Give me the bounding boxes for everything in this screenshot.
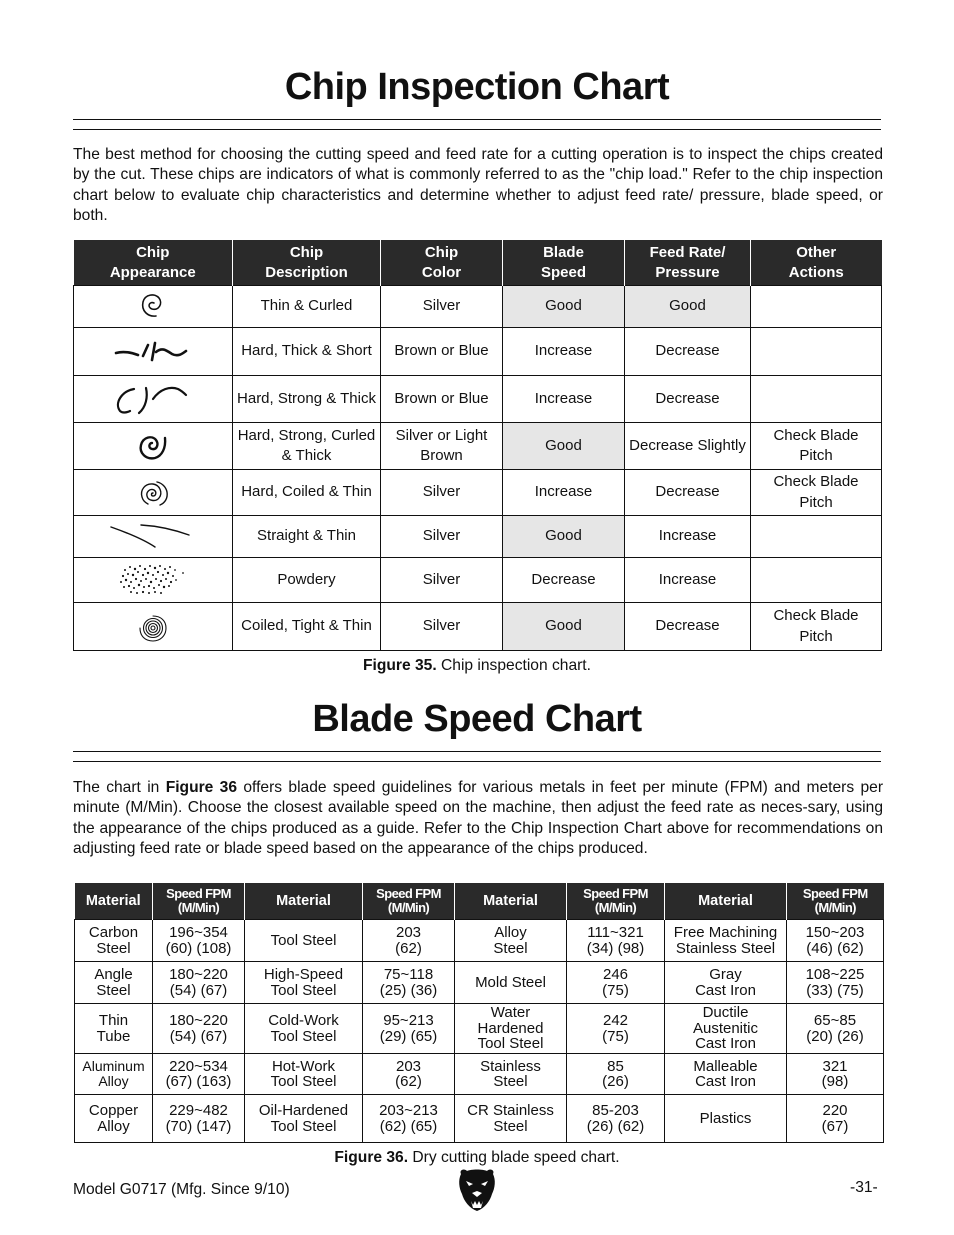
figure-36-text: Dry cutting blade speed chart. — [408, 1149, 620, 1166]
title-rule-top — [73, 119, 881, 120]
feed-rate-cell: Decrease — [625, 470, 751, 516]
material-cell: Aluminum Alloy — [75, 1054, 153, 1095]
material-cell: Carbon Steel — [75, 920, 153, 962]
other-actions-cell — [751, 328, 882, 376]
chip-color-cell: Brown or Blue — [381, 376, 503, 423]
col-header-description: Chip Description — [233, 240, 381, 286]
thin-curled-chip-icon — [128, 289, 178, 325]
feed-rate-cell: Decrease — [625, 603, 751, 651]
chip-appearance-cell — [74, 423, 233, 470]
chip-color-cell: Silver — [381, 516, 503, 558]
other-actions-cell — [751, 286, 882, 328]
material-cell: Oil-Hardened Tool Steel — [245, 1095, 363, 1143]
material-cell: Free Machining Stainless Steel — [665, 920, 787, 962]
table-row — [75, 962, 884, 1004]
col-header-color: Chip Color — [381, 240, 503, 286]
material-cell: Malleable Cast Iron — [665, 1054, 787, 1095]
table-row — [74, 470, 882, 516]
feed-rate-cell: Decrease Slightly — [625, 423, 751, 470]
other-actions-cell — [751, 376, 882, 423]
hard-thick-short-chip-icon — [108, 334, 198, 370]
col-header-feed-rate: Feed Rate/ Pressure — [625, 240, 751, 286]
chip-appearance-cell — [74, 286, 233, 328]
table-row — [74, 516, 882, 558]
chip-appearance-cell — [74, 470, 233, 516]
speed-cell: 196~354 (60) (108) — [153, 920, 245, 962]
speed-cell: 85 (26) — [567, 1054, 665, 1095]
table-row — [75, 1095, 884, 1143]
col-header-material: Material — [455, 883, 567, 920]
col-header-material: Material — [75, 883, 153, 920]
blade-speed-cell: Good — [503, 516, 625, 558]
chip-appearance-cell — [74, 603, 233, 651]
chip-appearance-cell — [74, 558, 233, 603]
chip-color-cell: Silver — [381, 558, 503, 603]
blade-speed-cell: Increase — [503, 376, 625, 423]
straight-thin-chip-icon — [103, 517, 203, 557]
hard-strong-thick-chip-icon — [108, 379, 198, 419]
feed-rate-cell: Good — [625, 286, 751, 328]
model-footer: Model G0717 (Mfg. Since 9/10) — [73, 1181, 290, 1198]
col-header-speed: Speed FPM (M/Min) — [363, 883, 455, 920]
figure-35-label: Figure 35. — [363, 657, 437, 674]
chip-color-cell: Brown or Blue — [381, 328, 503, 376]
speed-cell: 180~220 (54) (67) — [153, 962, 245, 1004]
table-row — [75, 1004, 884, 1054]
chip-description-cell: Thin & Curled — [233, 286, 381, 328]
speed-cell: 75~118 (25) (36) — [363, 962, 455, 1004]
feed-rate-cell: Increase — [625, 516, 751, 558]
speed-cell: 242 (75) — [567, 1004, 665, 1054]
material-cell: Water Hardened Tool Steel — [455, 1004, 567, 1054]
powdery-chip-icon — [113, 560, 193, 600]
col-header-speed: Speed FPM (M/Min) — [787, 883, 884, 920]
speed-cell: 65~85 (20) (26) — [787, 1004, 884, 1054]
table-row — [74, 423, 882, 470]
chip-chart-title: Chip Inspection Chart — [284, 66, 670, 108]
col-header-other-actions: Other Actions — [751, 240, 882, 286]
blade-speed-cell: Increase — [503, 470, 625, 516]
chip-description-cell: Hard, Thick & Short — [233, 328, 381, 376]
chip-table-header-row — [74, 240, 882, 286]
speed-cell: 203 (62) — [363, 1054, 455, 1095]
chip-intro-paragraph: The best method for choosing the cutting speed and feed rate for a cutting operation is to inspect the chips created by the cut. These chips are indicators of what is commonly referred to as the "chip load." Refer to the chip inspection chart below to evaluate chip characteristics and determine whether to adjust feed rate/ pressure, blade speed, or both. — [73, 146, 883, 225]
col-header-material: Material — [245, 883, 363, 920]
figure-35-caption — [0, 657, 954, 675]
chip-color-cell: Silver — [381, 603, 503, 651]
chip-description-cell: Straight & Thin — [233, 516, 381, 558]
speed-rule-top — [73, 751, 881, 752]
table-row — [74, 558, 882, 603]
chip-appearance-cell — [74, 376, 233, 423]
col-header-speed: Speed FPM (M/Min) — [153, 883, 245, 920]
speed-rule-bottom — [73, 761, 881, 762]
chip-description-cell: Powdery — [233, 558, 381, 603]
speed-cell: 220~534 (67) (163) — [153, 1054, 245, 1095]
table-row — [75, 1054, 884, 1095]
material-cell: Thin Tube — [75, 1004, 153, 1054]
speed-cell: 220 (67) — [787, 1095, 884, 1143]
material-cell: CR Stainless Steel — [455, 1095, 567, 1143]
chip-description-cell: Coiled, Tight & Thin — [233, 603, 381, 651]
other-actions-cell — [751, 558, 882, 603]
table-row — [74, 376, 882, 423]
blade-speed-cell: Good — [503, 423, 625, 470]
speed-cell: 229~482 (70) (147) — [153, 1095, 245, 1143]
grizzly-bear-logo-icon — [457, 1168, 497, 1212]
coiled-tight-chip-icon — [128, 607, 178, 647]
speed-cell: 321 (98) — [787, 1054, 884, 1095]
curled-thick-chip-icon — [128, 426, 178, 466]
material-cell: Cold-Work Tool Steel — [245, 1004, 363, 1054]
speed-cell: 203 (62) — [363, 920, 455, 962]
blade-speed-cell: Increase — [503, 328, 625, 376]
chip-appearance-cell — [74, 516, 233, 558]
material-cell: Angle Steel — [75, 962, 153, 1004]
chip-inspection-table — [73, 240, 882, 651]
other-actions-cell: Check Blade Pitch — [751, 423, 882, 470]
other-actions-cell: Check Blade Pitch — [751, 603, 882, 651]
material-cell: Ductile Austenitic Cast Iron — [665, 1004, 787, 1054]
col-header-material: Material — [665, 883, 787, 920]
material-cell: Alloy Steel — [455, 920, 567, 962]
material-cell: Stainless Steel — [455, 1054, 567, 1095]
other-actions-cell: Check Blade Pitch — [751, 470, 882, 516]
blade-speed-cell: Decrease — [503, 558, 625, 603]
page-number: -31- — [850, 1179, 878, 1196]
feed-rate-cell: Decrease — [625, 328, 751, 376]
chip-color-cell: Silver — [381, 286, 503, 328]
table-row — [74, 286, 882, 328]
material-cell: Mold Steel — [455, 962, 567, 1004]
speed-intro-paragraph: The chart in Figure 36 offers blade speed guidelines for various metals in feet per minute (FPM) and meters per minute (M/Min). Choose the closest available speed on the machine, then adjust the feed rate as neces-sary, using the appearance of the chips produced as a guide. Refer to the Chip Inspection Chart above for recommendations on adjusting feed rate or blade speed based on the appearance of the chips produced. — [73, 779, 884, 858]
speed-table-header-row — [75, 883, 884, 920]
speed-cell: 95~213 (29) (65) — [363, 1004, 455, 1054]
speed-cell: 111~321 (34) (98) — [567, 920, 665, 962]
material-cell: Plastics — [665, 1095, 787, 1143]
chip-appearance-cell — [74, 328, 233, 376]
table-row — [74, 603, 882, 651]
figure-36-label: Figure 36. — [334, 1149, 409, 1166]
col-header-blade-speed: Blade Speed — [503, 240, 625, 286]
speed-cell: 85-203 (26) (62) — [567, 1095, 665, 1143]
figure-36-reference: Figure 36 — [165, 779, 238, 796]
figure-36-caption — [0, 1149, 954, 1167]
speed-cell: 203~213 (62) (65) — [363, 1095, 455, 1143]
title-rule-bottom — [73, 129, 881, 130]
chip-description-cell: Hard, Coiled & Thin — [233, 470, 381, 516]
blade-speed-table — [74, 883, 884, 1143]
feed-rate-cell: Increase — [625, 558, 751, 603]
speed-cell: 150~203 (46) (62) — [787, 920, 884, 962]
blade-speed-chart-title: Blade Speed Chart — [312, 698, 642, 740]
material-cell: Tool Steel — [245, 920, 363, 962]
material-cell: High-Speed Tool Steel — [245, 962, 363, 1004]
speed-cell: 246 (75) — [567, 962, 665, 1004]
col-header-appearance: Chip Appearance — [74, 240, 233, 286]
figure-35-text: Chip inspection chart. — [436, 657, 591, 674]
table-row — [75, 920, 884, 962]
chip-description-cell: Hard, Strong & Thick — [233, 376, 381, 423]
blade-speed-cell: Good — [503, 603, 625, 651]
chip-description-cell: Hard, Strong, Curled & Thick — [233, 423, 381, 470]
chip-color-cell: Silver or Light Brown — [381, 423, 503, 470]
material-cell: Gray Cast Iron — [665, 962, 787, 1004]
feed-rate-cell: Decrease — [625, 376, 751, 423]
speed-cell: 108~225 (33) (75) — [787, 962, 884, 1004]
speed-cell: 180~220 (54) (67) — [153, 1004, 245, 1054]
chip-color-cell: Silver — [381, 470, 503, 516]
other-actions-cell — [751, 516, 882, 558]
material-cell: Copper Alloy — [75, 1095, 153, 1143]
coiled-thin-chip-icon — [128, 473, 178, 513]
col-header-speed: Speed FPM (M/Min) — [567, 883, 665, 920]
table-row — [74, 328, 882, 376]
blade-speed-cell: Good — [503, 286, 625, 328]
material-cell: Hot-Work Tool Steel — [245, 1054, 363, 1095]
